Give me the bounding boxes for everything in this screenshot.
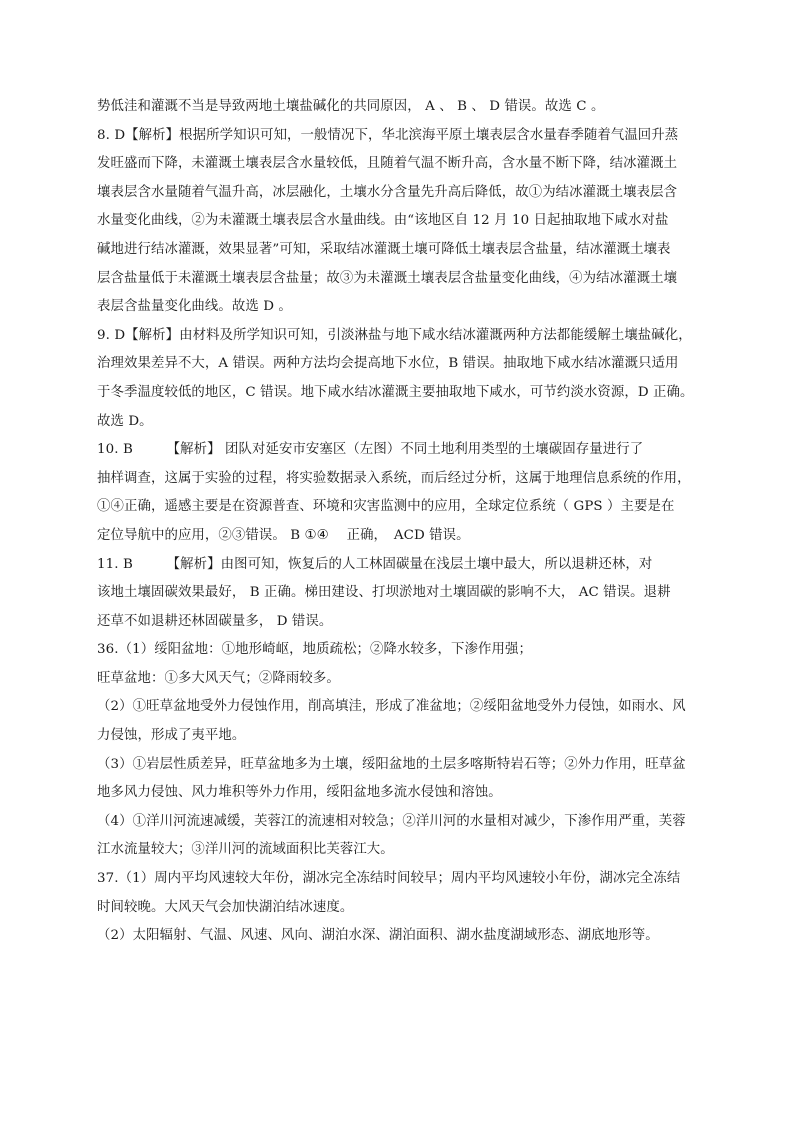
text-line: （3）①岩层性质差异，旺草盆地多为土壤，绥阳盆地的土层多喀斯特岩石等；②外力作用，旺草盆 xyxy=(97,756,686,772)
text-line: 发旺盛而下降，未灌溉土壤表层含水量较低，且随着气温不断升高，含水量不断下降，结冰灌溉土 xyxy=(97,156,678,172)
text-line: 时间较晚。大风天气会加快湖泊结冰速度。 xyxy=(97,899,354,915)
text-line: 势低洼和灌溉不当是导致两地土壤盐碱化的共同原因， A 、 B 、 D 错误。故选 C 。 xyxy=(97,99,605,114)
text-line: 定位导航中的应用，②③错误。 B ①④ 正确， ACD 错误。 xyxy=(97,527,470,543)
text-line-q37: 37.（1）周内平均风速较大年份，湖冰完全冻结时间较早；周内平均风速较小年份，湖冰完全冻结 xyxy=(97,871,681,887)
text-line: 力侵蚀，形成了夷平地。 xyxy=(97,728,246,744)
text-line: 治理效果差异不大，A 错误。两种方法均会提高地下水位，B 错误。抽取地下咸水结冰灌溉只适用 xyxy=(97,356,679,372)
text-line: 壤表层含水量随着气温升高，冰层融化，土壤水分含量先升高后降低，故①为结冰灌溉土壤表层含 xyxy=(97,184,678,200)
text-line: 旺草盆地：①多大风天气；②降雨较多。 xyxy=(97,670,340,686)
answer-text xyxy=(97,93,701,951)
text-line: 碱地进行结冰灌溉，效果显著”可知，采取结冰灌溉土壤可降低土壤表层含盐量，结冰灌溉土壤表 xyxy=(97,241,671,257)
text-line: 地多风力侵蚀、风力堆积等外力作用，绥阳盆地多流水侵蚀和溶蚀。 xyxy=(97,785,502,801)
text-line-q11: 11. B 【解析】由图可知，恢复后的人工林固碳量在浅层土壤中最大，所以退耕还林，对 xyxy=(97,556,653,572)
text-line: 故选 D。 xyxy=(97,413,153,429)
text-line-q8: 8. D【解析】根据所学知识可知，一般情况下，华北滨海平原土壤表层含水量春季随着气温回升蒸 xyxy=(97,127,679,143)
text-line: 江水流量较大；③洋川河的流域面积比芙蓉江大。 xyxy=(97,842,394,858)
text-line: 层含盐量低于未灌溉土壤表层含盐量；故③为未灌溉土壤表层含盐量变化曲线，④为结冰灌溉土壤 xyxy=(97,270,678,286)
text-line: （2）太阳辐射、气温、风速、风向、湖泊水深、湖泊面积、湖水盐度湖域形态、湖底地形等。 xyxy=(97,928,659,944)
text-line: （4）①洋川河流速减缓，芙蓉江的流速相对较急；②洋川河的水量相对减少，下渗作用严重，芙蓉 xyxy=(97,813,686,829)
text-line-q10: 10. B 【解析】 团队对延安市安塞区（左图）不同土地利用类型的土壤碳固存量进行了 xyxy=(97,442,644,458)
text-line: 抽样调查，这属于实验的过程，将实验数据录入系统，而后经过分析，这属于地理信息系统的作用， xyxy=(97,470,691,486)
text-line: 该地土壤固碳效果最好， B 正确。梯田建设、打坝淤地对土壤固碳的影响不大， AC 错误。退耕 xyxy=(97,585,671,601)
text-line: 表层含盐量变化曲线。故选 D 。 xyxy=(97,299,292,315)
text-line: 于冬季温度较低的地区，C 错误。地下咸水结冰灌溉主要抽取地下咸水，可节约淡水资源，D 正确。 xyxy=(97,384,694,400)
text-line-q36: 36.（1）绥阳盆地：①地形崎岖，地质疏松；②降水较多，下渗作用强； xyxy=(97,642,532,658)
text-line-q9: 9. D【解析】由材料及所学知识可知，引淡淋盐与地下咸水结冰灌溉两种方法都能缓解土壤盐碱化， xyxy=(97,327,692,343)
text-line: 还草不如退耕还林固碳量多， D 错误。 xyxy=(97,613,333,629)
text-line: 水量变化曲线，②为未灌溉土壤表层含水量曲线。由“该地区自 12 月 10 日起抽取地下咸水对盐 xyxy=(97,213,669,229)
text-line: ①④正确，遥感主要是在资源普查、环境和灾害监测中的应用，全球定位系统（ GPS ）主要是在 xyxy=(97,499,675,515)
text-line: （2）①旺草盆地受外力侵蚀作用，削高填洼，形成了准盆地；②绥阳盆地受外力侵蚀，如雨水、风 xyxy=(97,699,686,715)
